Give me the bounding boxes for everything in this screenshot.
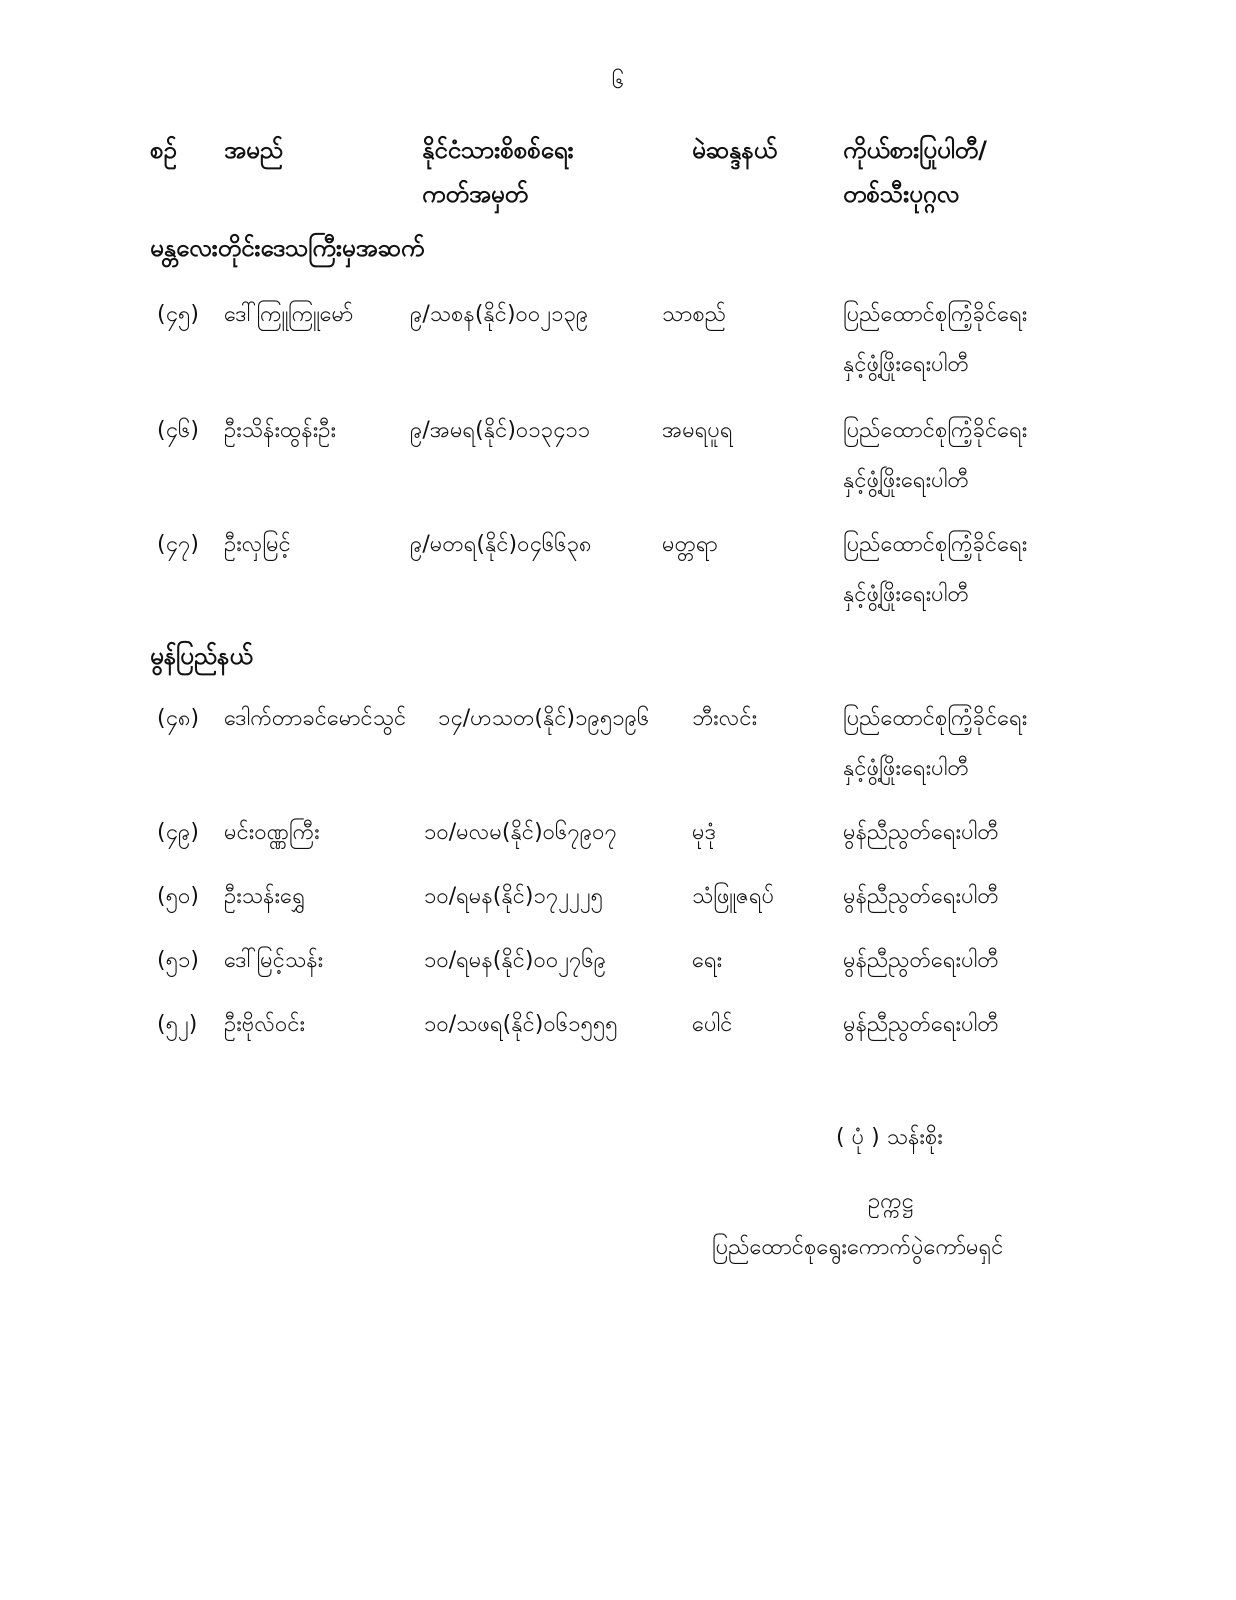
- row-party: [843, 1000, 999, 1050]
- row-name: ဒေါက်တာခင်မောင်သွင်: [224, 706, 407, 731]
- row-constituency: သာစည်: [662, 302, 726, 327]
- row-constituency: ရေး: [692, 948, 723, 973]
- row-no: (၄၇): [157, 532, 199, 557]
- row-name: ဒေါ်ကြူကြူမော်: [224, 302, 354, 327]
- page-number: ၆: [611, 69, 625, 94]
- header-nrc: [422, 128, 574, 216]
- row-name: ဦးဗိုလ်ဝင်း: [224, 1012, 306, 1037]
- row-nrc: ၁၀/ရမန(နိုင်)၀၀၂၇၆၉: [424, 948, 607, 973]
- section-title: မွန်ပြည်နယ်: [150, 642, 253, 670]
- header-party-line1: ကိုယ်စားပြုပါတီ/: [843, 136, 987, 164]
- row-constituency: မတ္တရာ: [662, 532, 718, 557]
- row-party-line1: ပြည်ထောင်စုကြံ့ခိုင်ရေး: [843, 706, 1028, 731]
- row-party-line1: မွန်ညီညွတ်ရေးပါတီ: [843, 1012, 999, 1037]
- header-party: [843, 128, 987, 216]
- row-party-line2: နှင့်ဖွံ့ဖြိုးရေးပါတီ: [843, 468, 969, 493]
- row-nrc: ၉/အမရ(နိုင်)၀၁၃၄၁၁: [410, 418, 591, 443]
- row-party: [843, 290, 1027, 390]
- row-constituency: သံဖြူဇရပ်: [692, 884, 775, 909]
- row-nrc: ၁၄/ဟသတ(နိုင်)၁၉၅၁၉၆: [438, 706, 650, 731]
- row-constituency: ပေါင်: [692, 1012, 733, 1037]
- header-name: အမည်: [224, 136, 283, 164]
- row-party-line1: မွန်ညီညွတ်ရေးပါတီ: [843, 884, 999, 909]
- table-row: [0, 520, 1236, 640]
- row-no: (၄၈): [157, 706, 200, 731]
- row-nrc: ၁၀/ရမန(နိုင်)၁၇၂၂၂၅: [424, 884, 604, 909]
- row-no: (၄၆): [157, 418, 199, 443]
- row-nrc: ၉/မတရ(နိုင်)၀၄၆၆၃၈: [410, 532, 592, 557]
- row-no: (၄၉): [157, 820, 199, 845]
- header-nrc-line1: နိုင်ငံသားစိစစ်ရေး: [422, 136, 574, 164]
- row-name: ဦးသန်းရွှေ: [224, 884, 306, 909]
- row-party-line1: ပြည်ထောင်စုကြံ့ခိုင်ရေး: [843, 418, 1028, 443]
- section-title: မန္တလေးတိုင်းဒေသကြီးမှအဆက်: [150, 234, 425, 262]
- row-party-line2: နှင့်ဖွံ့ဖြိုးရေးပါတီ: [843, 582, 969, 607]
- table-row: [0, 694, 1236, 814]
- table-row: [0, 406, 1236, 526]
- row-party-line1: ပြည်ထောင်စုကြံ့ခိုင်ရေး: [843, 302, 1028, 327]
- row-party-line2: နှင့်ဖွံ့ဖြိုးရေးပါတီ: [843, 352, 969, 377]
- row-party: [843, 694, 1027, 794]
- row-no: (၅၀): [157, 884, 199, 909]
- header-constituency: မဲဆန္ဒနယ်: [692, 136, 778, 164]
- row-constituency: ဘီးလင်း: [692, 706, 758, 731]
- row-party: [843, 808, 999, 858]
- table-row: [0, 290, 1236, 410]
- row-party: [843, 520, 1027, 620]
- row-no: (၅၁): [157, 948, 199, 973]
- signature-org: ပြည်ထောင်စုရွေးကောက်ပွဲကော်မရှင်: [712, 1235, 1004, 1260]
- row-constituency: မုဒုံ: [692, 820, 717, 845]
- row-party-line1: ပြည်ထောင်စုကြံ့ခိုင်ရေး: [843, 532, 1028, 557]
- signature-signed: ( ပုံ ) သန်းစိုး: [836, 1125, 943, 1150]
- row-name: ဦးလှမြင့်: [224, 532, 291, 557]
- row-party-line2: နှင့်ဖွံ့ဖြိုးရေးပါတီ: [843, 756, 969, 781]
- row-party: [843, 936, 999, 986]
- header-party-line2: တစ်သီးပုဂ္ဂလ: [843, 180, 960, 208]
- row-party: [843, 872, 999, 922]
- row-name: ဦးသိန်းထွန်းဦး: [224, 418, 337, 443]
- header-nrc-line2: ကတ်အမှတ်: [422, 180, 528, 208]
- row-nrc: ၁၀/သဖရ(နိုင်)၀၆၁၅၅၅: [424, 1012, 618, 1037]
- signature-title: ဥက္ကဋ္ဌ: [868, 1189, 914, 1214]
- row-party-line1: မွန်ညီညွတ်ရေးပါတီ: [843, 948, 999, 973]
- row-no: (၅၂): [157, 1012, 198, 1037]
- row-party-line1: မွန်ညီညွတ်ရေးပါတီ: [843, 820, 999, 845]
- row-name: ဒေါ်မြင့်သန်း: [224, 948, 324, 973]
- row-name: မင်းဝဏ္ဏကြီး: [224, 820, 320, 845]
- table-row: [0, 1000, 1236, 1120]
- header-no: စဉ်: [150, 136, 177, 164]
- row-party: [843, 406, 1027, 506]
- row-no: (၄၅): [157, 302, 199, 327]
- row-nrc: ၁၀/မလမ(နိုင်)၀၆၇၉၀၇: [424, 820, 617, 845]
- row-constituency: အမရပူရ: [662, 418, 733, 443]
- row-nrc: ၉/သစန(နိုင်)၀၀၂၁၃၉: [410, 302, 589, 327]
